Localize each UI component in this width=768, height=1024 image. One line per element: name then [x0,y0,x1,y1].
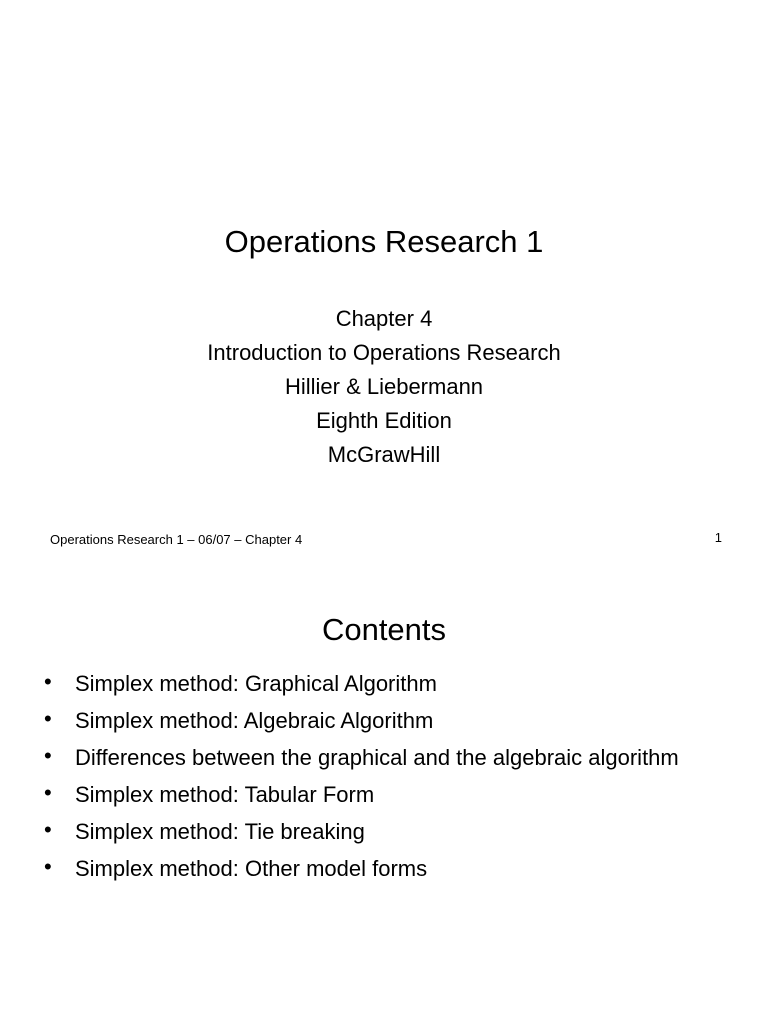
list-item-text: Simplex method: Other model forms [75,856,428,881]
subtitle-edition: Eighth Edition [316,408,452,433]
slide-title: Operations Research 1 [224,224,544,259]
list-item-text: Differences between the graphical and the algebraic algorithm [75,745,679,770]
list-item [44,742,724,773]
list-item [44,779,724,810]
bullet-icon: • [44,669,52,694]
bullet-icon: • [44,743,52,768]
contents-list [44,668,724,890]
subtitle-book-title: Introduction to Operations Research [207,340,561,365]
subtitle-chapter: Chapter 4 [335,306,433,331]
list-item [44,668,724,699]
contents-title: Contents [321,612,447,647]
subtitle-authors: Hillier & Liebermann [284,374,484,399]
list-item [44,853,724,884]
slide-footer: Operations Research 1 – 06/07 – Chapter 4 [50,532,303,547]
subtitle-publisher: McGrawHill [327,442,441,467]
bullet-icon: • [44,706,52,731]
slide-subtitle [0,302,768,472]
list-item [44,816,724,847]
list-item [44,705,724,736]
list-item-text: Simplex method: Graphical Algorithm [75,671,437,696]
bullet-icon: • [44,780,52,805]
slide-2 [0,580,768,1024]
page-number: 1 [714,530,722,545]
list-item-text: Simplex method: Algebraic Algorithm [75,708,434,733]
bullet-icon: • [44,854,52,879]
list-item-text: Simplex method: Tabular Form [75,782,375,807]
list-item-text: Simplex method: Tie breaking [75,819,365,844]
bullet-icon: • [44,817,52,842]
